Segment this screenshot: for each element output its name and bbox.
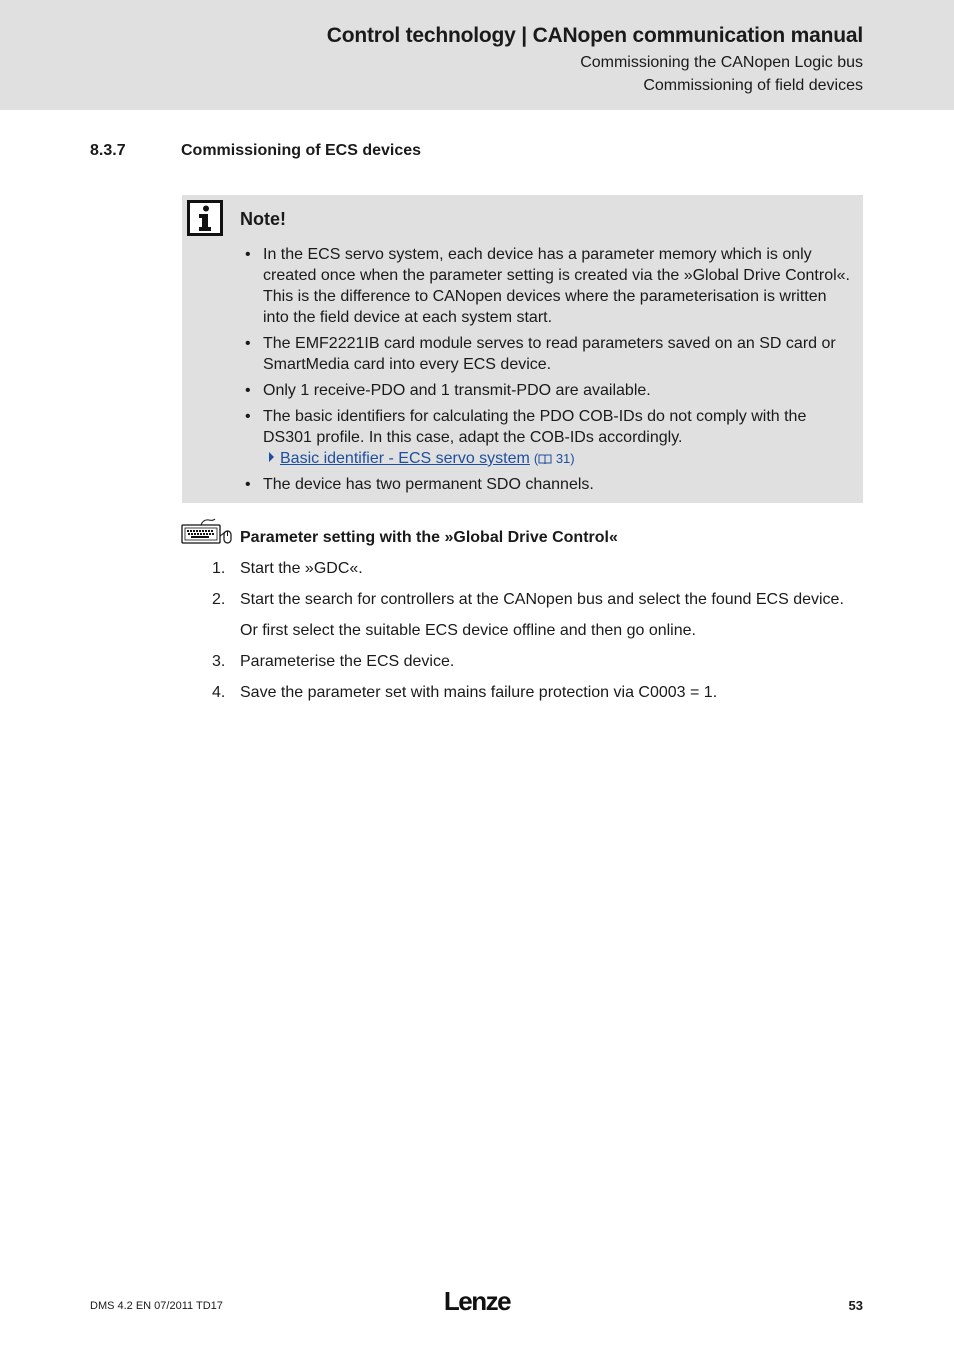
step-item: 3. Parameterise the ECS device.: [212, 653, 455, 670]
step-continuation: Or first select the suitable ECS device offline and then go online.: [240, 622, 696, 639]
note-bullet-list: [245, 244, 855, 500]
list-item: • Only 1 receive-PDO and 1 transmit-PDO are available.: [245, 380, 855, 401]
arrow-right-icon: [269, 452, 274, 462]
list-item: • The EMF2221IB card module serves to read parameters saved on an SD card or SmartMedia card into every ECS device.: [245, 333, 855, 375]
info-icon: [187, 200, 223, 236]
step-item: 4. Save the parameter set with mains failure protection via C0003 = 1.: [212, 684, 718, 701]
manual-title: Control technology | CANopen communication manual: [326, 24, 863, 47]
step-item: 2. Start the search for controllers at the CANopen bus and select the found ECS device. Or first select the suitable ECS device offline and then go online.: [212, 589, 872, 641]
section-title: Commissioning of ECS devices: [181, 142, 422, 159]
lenze-logo: [437, 1287, 517, 1317]
list-item: • The basic identifiers for calculating the PDO COB-IDs do not comply with the DS301 profile. In this case, adapt the COB-IDs accordingly. Basic identifier - ECS servo system ( 31): [245, 406, 855, 469]
page-number: 53: [848, 1298, 863, 1313]
document-id: DMS 4.2 EN 07/2011 TD17: [90, 1300, 223, 1312]
section-number: 8.3.7: [90, 142, 126, 159]
list-item: • In the ECS servo system, each device has a parameter memory which is only created once when the parameter setting is created via the »Global Drive Control«. This is the difference to CANopen devices where the parameterisation is written into the field device at each system start.: [245, 244, 855, 328]
basic-identifier-link[interactable]: Basic identifier - ECS servo system: [280, 450, 530, 467]
svg-text:Lenze: Lenze: [443, 1287, 511, 1316]
subchapter-title: Commissioning of field devices: [643, 77, 863, 94]
procedure-steps: [212, 558, 872, 713]
note-heading: Note!: [240, 209, 286, 229]
keyboard-mouse-icon: [181, 516, 233, 546]
cross-reference: [263, 448, 855, 469]
chapter-title: Commissioning the CANopen Logic bus: [580, 54, 863, 71]
list-item: • The device has two permanent SDO channels.: [245, 474, 855, 495]
procedure-heading: Parameter setting with the »Global Drive Control«: [240, 529, 618, 546]
page-reference[interactable]: ( 31): [533, 451, 575, 466]
step-item: 1. Start the »GDC«.: [212, 560, 363, 577]
book-icon: [538, 454, 552, 464]
